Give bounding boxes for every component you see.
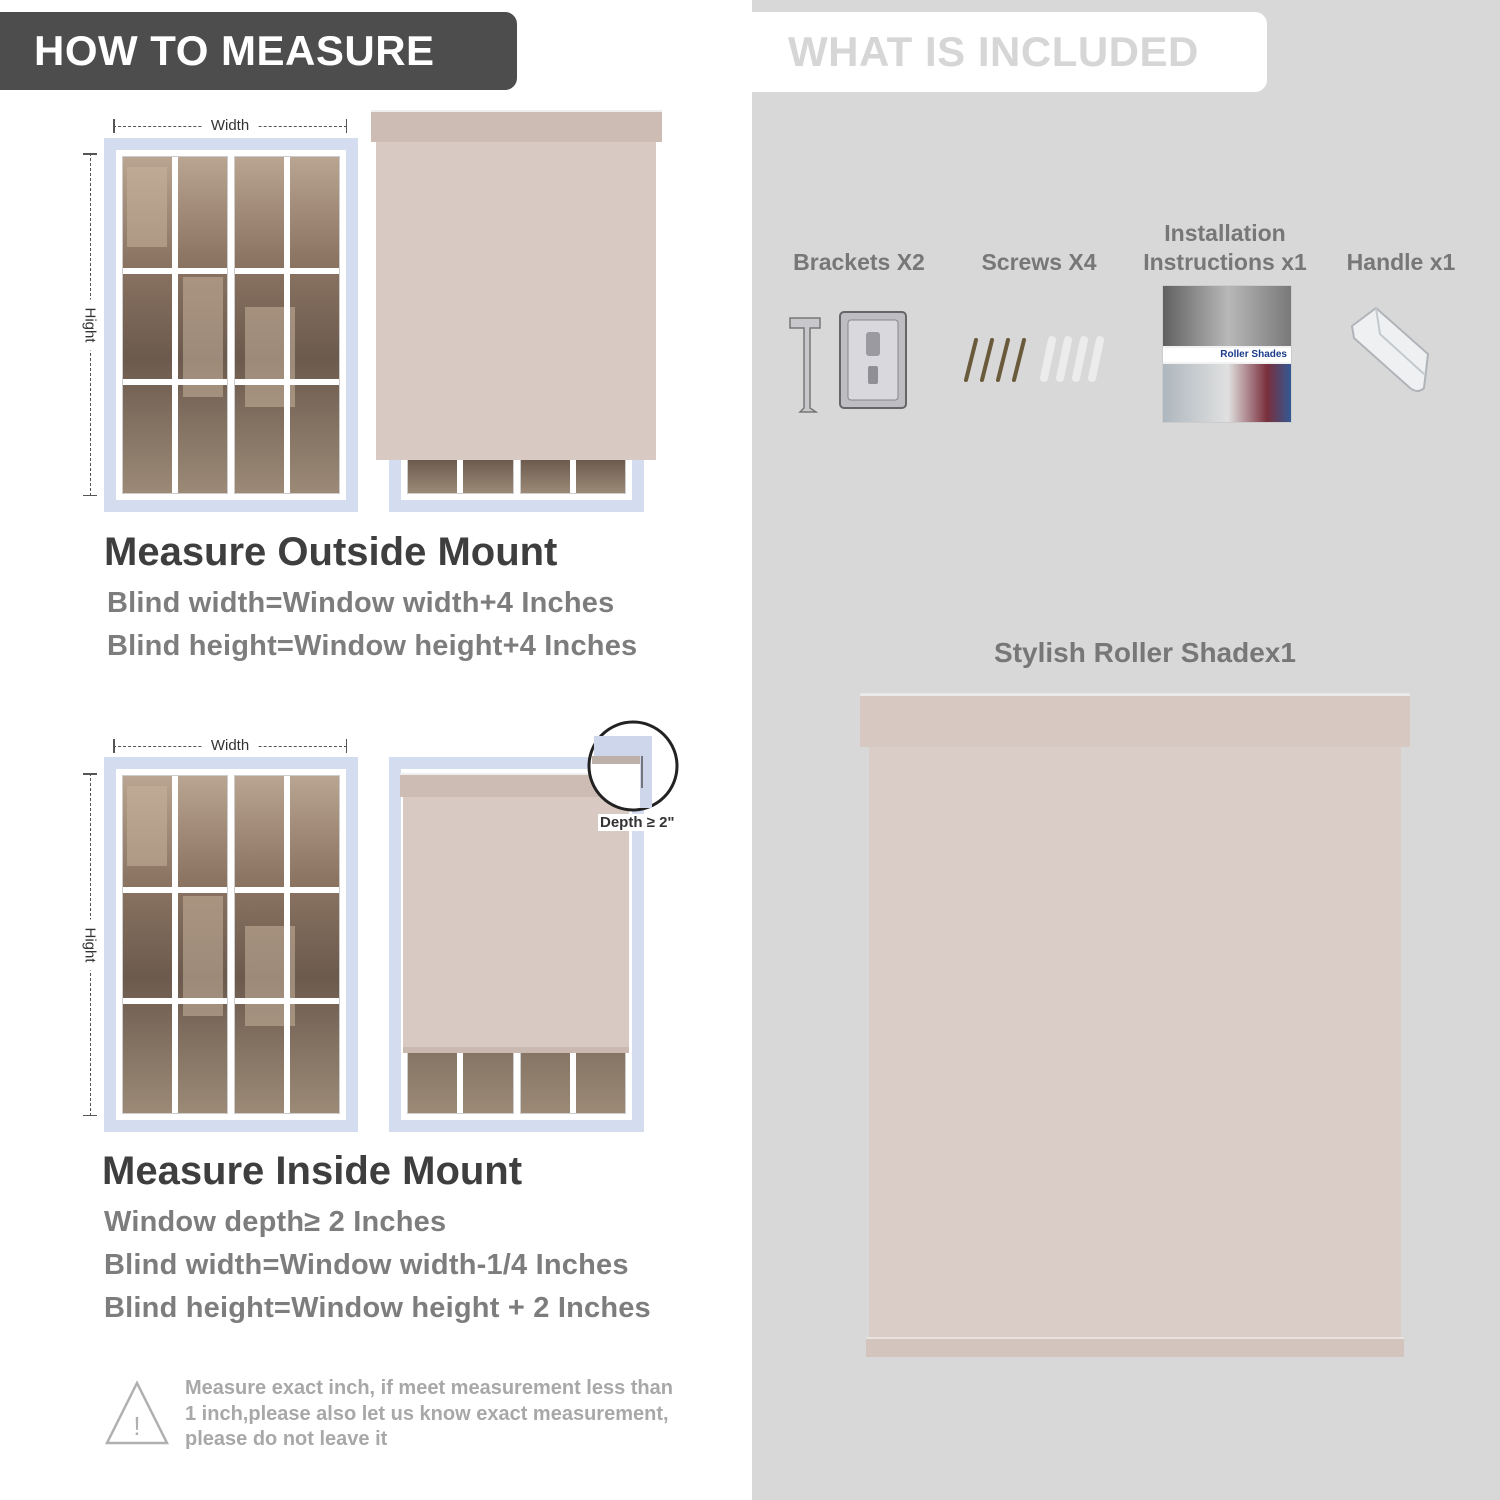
outside-height-rule: Blind height=Window height+4 Inches [107, 630, 638, 662]
brackets-label: Brackets X2 [793, 249, 925, 275]
outside-shade-cassette [371, 110, 662, 142]
outside-width-rule: Blind width=Window width+4 Inches [107, 587, 615, 619]
roller-shade-cassette [860, 693, 1410, 747]
inside-height-dimension [80, 773, 100, 1116]
svg-text:!: ! [133, 1411, 141, 1441]
inside-height-rule: Blind height=Window height + 2 Inches [104, 1292, 651, 1324]
outside-shade-fabric [376, 142, 656, 460]
booklet-label: Roller Shades [1163, 348, 1292, 362]
outside-mount-title: Measure Outside Mount [104, 530, 558, 574]
inside-width-dimension [113, 736, 347, 756]
handle-label: Handle x1 [1346, 249, 1456, 275]
instructions-label-line2: Instructions x1 [1143, 249, 1307, 275]
how-to-measure-banner: HOW TO MEASURE [0, 12, 517, 90]
roller-shade-bottom-bar [866, 1337, 1404, 1357]
inside-mount-title: Measure Inside Mount [102, 1149, 523, 1193]
roller-shade-fabric [869, 747, 1401, 1337]
outside-height-dimension [80, 153, 100, 496]
outside-window-illustration [104, 138, 358, 512]
warning-triangle-icon [104, 1380, 170, 1446]
screws-icon [960, 334, 1108, 386]
instructions-label-line1: Installation [1164, 220, 1286, 246]
instructions-booklet [1162, 285, 1292, 423]
outside-width-dimension [113, 116, 347, 136]
depth-magnifier-icon [584, 718, 684, 818]
inside-shade-fabric [403, 797, 629, 1049]
outside-height-label: Hight [82, 299, 99, 350]
roller-shade-label: Stylish Roller Shadex1 [994, 637, 1296, 668]
inside-window-illustration [104, 757, 358, 1132]
inside-width-label: Width [203, 736, 257, 756]
what-is-included-banner: WHAT IS INCLUDED [752, 12, 1267, 92]
inside-width-rule: Blind width=Window width-1/4 Inches [104, 1249, 629, 1281]
depth-label: Depth ≥ 2" [600, 814, 675, 831]
inside-depth-rule: Window depth≥ 2 Inches [104, 1206, 447, 1238]
screws-label: Screws X4 [981, 249, 1097, 275]
inside-height-label: Hight [82, 919, 99, 970]
measurement-note: Measure exact inch, if meet measurement less than 1 inch,please also let us know exact measurement, please do not leave it [185, 1377, 673, 1450]
brackets-icon [786, 308, 912, 416]
inside-shade-bottom-bar [403, 1047, 629, 1053]
instructions-label [1130, 219, 1320, 277]
handle-icon [1346, 304, 1434, 396]
outside-width-label: Width [203, 116, 257, 136]
